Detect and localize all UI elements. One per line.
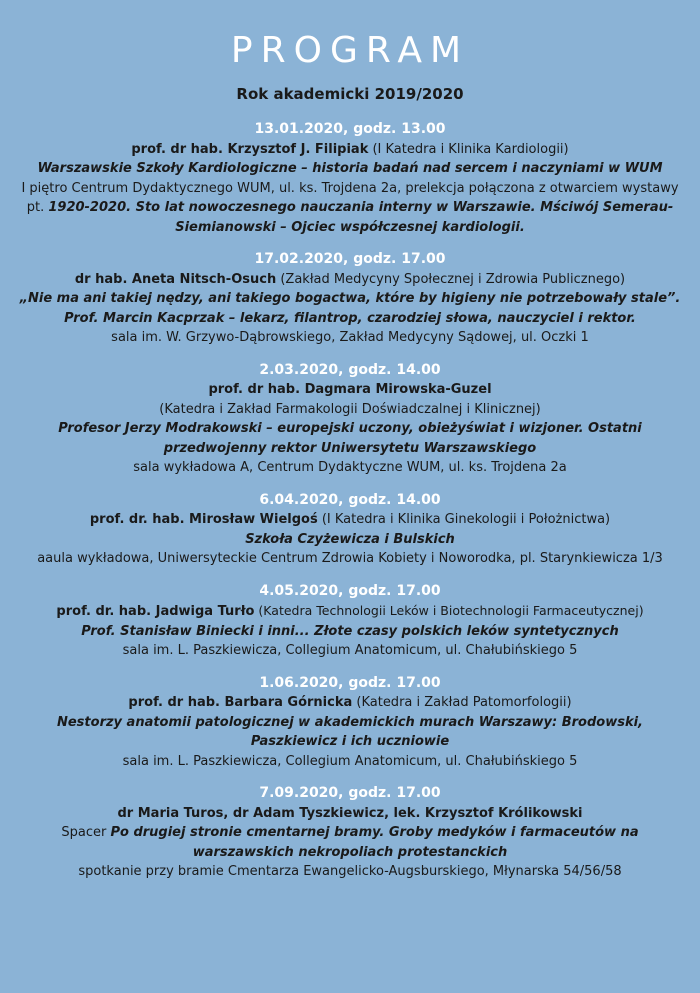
- event-exhibition-title: 1920-2020. Sto lat nowoczesnego nauczania interny w Warszawie. Mściwój Semerau-Siemianowski – Ojciec współczesnej kardiologii.: [48, 200, 674, 235]
- event-title: Prof. Stanisław Biniecki i inni... Złote czasy polskich leków syntetycznych: [81, 623, 619, 639]
- event-title: Nestorzy anatomii patologicznej w akademickich murach Warszawy: Brodowski, Paszkiewicz i ich uczniowie: [56, 714, 643, 749]
- event-venue: sala wykładowa A, Centrum Dydaktyczne WUM, ul. ks. Trojdena 2a: [133, 460, 567, 475]
- event-affiliation: (Katedra i Zakład Farmakologii Doświadczalnej i Klinicznej): [159, 401, 541, 417]
- event-affiliation: (I Katedra i Klinika Kardiologii): [368, 141, 569, 157]
- event-title-line: [0, 622, 700, 642]
- event-item: [0, 120, 700, 237]
- event-title-prefix: Spacer: [61, 825, 111, 840]
- event-venue-line: [0, 179, 700, 238]
- event-venue: I piętro Centrum Dydaktycznego WUM, ul. ks. Trojdena 2a, prelekcja połączona z otwarciem wystawy pt.: [21, 180, 679, 215]
- event-title-line: [0, 289, 700, 328]
- event-venue: aaula wykładowa, Uniwersyteckie Centrum Zdrowia Kobiety i Noworodka, pl. Starynkiewicza 1/3: [37, 551, 663, 566]
- event-venue: sala im. W. Grzywo-Dąbrowskiego, Zakład Medycyny Sądowej, ul. Oczki 1: [111, 330, 589, 345]
- event-date: 1.06.2020, godz. 17.00: [259, 674, 441, 691]
- event-speaker-line: [0, 380, 700, 400]
- event-item: [0, 250, 700, 348]
- event-speaker-line: [0, 601, 700, 622]
- event-item: [0, 674, 700, 772]
- event-item: [0, 582, 700, 661]
- event-title: Profesor Jerzy Modrakowski – europejski uczony, obieżyświat i wizjoner. Ostatni przedwojenny rektor Uniwersytetu Warszawskiego: [58, 421, 642, 456]
- event-affiliation: (Zakład Medycyny Społecznej i Zdrowia Publicznego): [276, 271, 626, 287]
- page-title: PROGRAM: [230, 30, 470, 71]
- event-title-line: [0, 419, 700, 458]
- event-affiliation: (Katedra i Zakład Patomorfologii): [352, 695, 572, 710]
- event-date: 7.09.2020, godz. 17.00: [259, 785, 441, 801]
- event-date: 4.05.2020, godz. 17.00: [259, 582, 441, 599]
- event-speaker-line: [0, 140, 700, 160]
- event-venue: sala im. L. Paszkiewicza, Collegium Anatomicum, ul. Chałubińskiego 5: [122, 643, 578, 658]
- event-speaker: prof. dr hab. Dagmara Mirowska-Guzel: [208, 382, 492, 397]
- event-item: [0, 491, 700, 569]
- event-title: Po drugiej stronie cmentarnej bramy. Groby medyków i farmaceutów na warszawskich nekropoliach protestanckich: [110, 825, 639, 860]
- event-speaker: prof. dr hab. Krzysztof J. Filipiak: [131, 141, 369, 157]
- event-title: Warszawskie Szkoły Kardiologiczne – historia badań nad sercem i naczyniami w WUM: [37, 161, 663, 176]
- event-title-line: [0, 713, 700, 752]
- event-venue: spotkanie przy bramie Cmentarza Ewangelicko-Augsburskiego, Młynarska 54/56/58: [78, 864, 622, 879]
- event-affiliation: (I Katedra i Klinika Ginekologii i Położnictwa): [317, 512, 611, 527]
- event-venue: sala im. L. Paszkiewicza, Collegium Anatomicum, ul. Chałubińskiego 5: [122, 753, 578, 769]
- event-affiliation: (Katedra Technologii Leków i Biotechnologii Farmaceutycznej): [254, 603, 644, 618]
- event-date: 13.01.2020, godz. 13.00: [254, 121, 446, 137]
- academic-year: Rok akademicki 2019/2020: [236, 85, 464, 103]
- event-speaker-line: [0, 804, 700, 824]
- event-speaker: dr Maria Turos, dr Adam Tyszkiewicz, lek. Krzysztof Królikowski: [117, 805, 583, 821]
- event-speaker: prof. dr. hab. Mirosław Wielgoś: [89, 512, 318, 527]
- event-date: 17.02.2020, godz. 17.00: [254, 251, 446, 267]
- event-item: [0, 784, 700, 882]
- event-title-line: [0, 823, 700, 862]
- event-speaker: prof. dr. hab. Jadwiga Turło: [56, 604, 255, 619]
- event-speaker-line: [0, 510, 700, 530]
- event-date: 2.03.2020, godz. 14.00: [259, 361, 441, 378]
- event-speaker: dr hab. Aneta Nitsch-Osuch: [74, 271, 277, 287]
- event-title: „Nie ma ani takiej nędzy, ani takiego bogactwa, które by higieny nie potrzebowały stale”. Prof. Marcin Kacprzak – lekarz, filantrop, czarodziej słowa, nauczyciel i rektor.: [19, 291, 681, 326]
- event-title-line: [0, 159, 700, 179]
- event-speaker-line: [0, 693, 700, 713]
- event-speaker-line: [0, 270, 700, 290]
- event-title-line: [0, 530, 700, 550]
- event-speaker: prof. dr hab. Barbara Górnicka: [128, 695, 353, 710]
- event-title: Szkoła Czyżewicza i Bulskich: [245, 531, 455, 547]
- event-date: 6.04.2020, godz. 14.00: [259, 491, 441, 508]
- event-item: [0, 361, 700, 478]
